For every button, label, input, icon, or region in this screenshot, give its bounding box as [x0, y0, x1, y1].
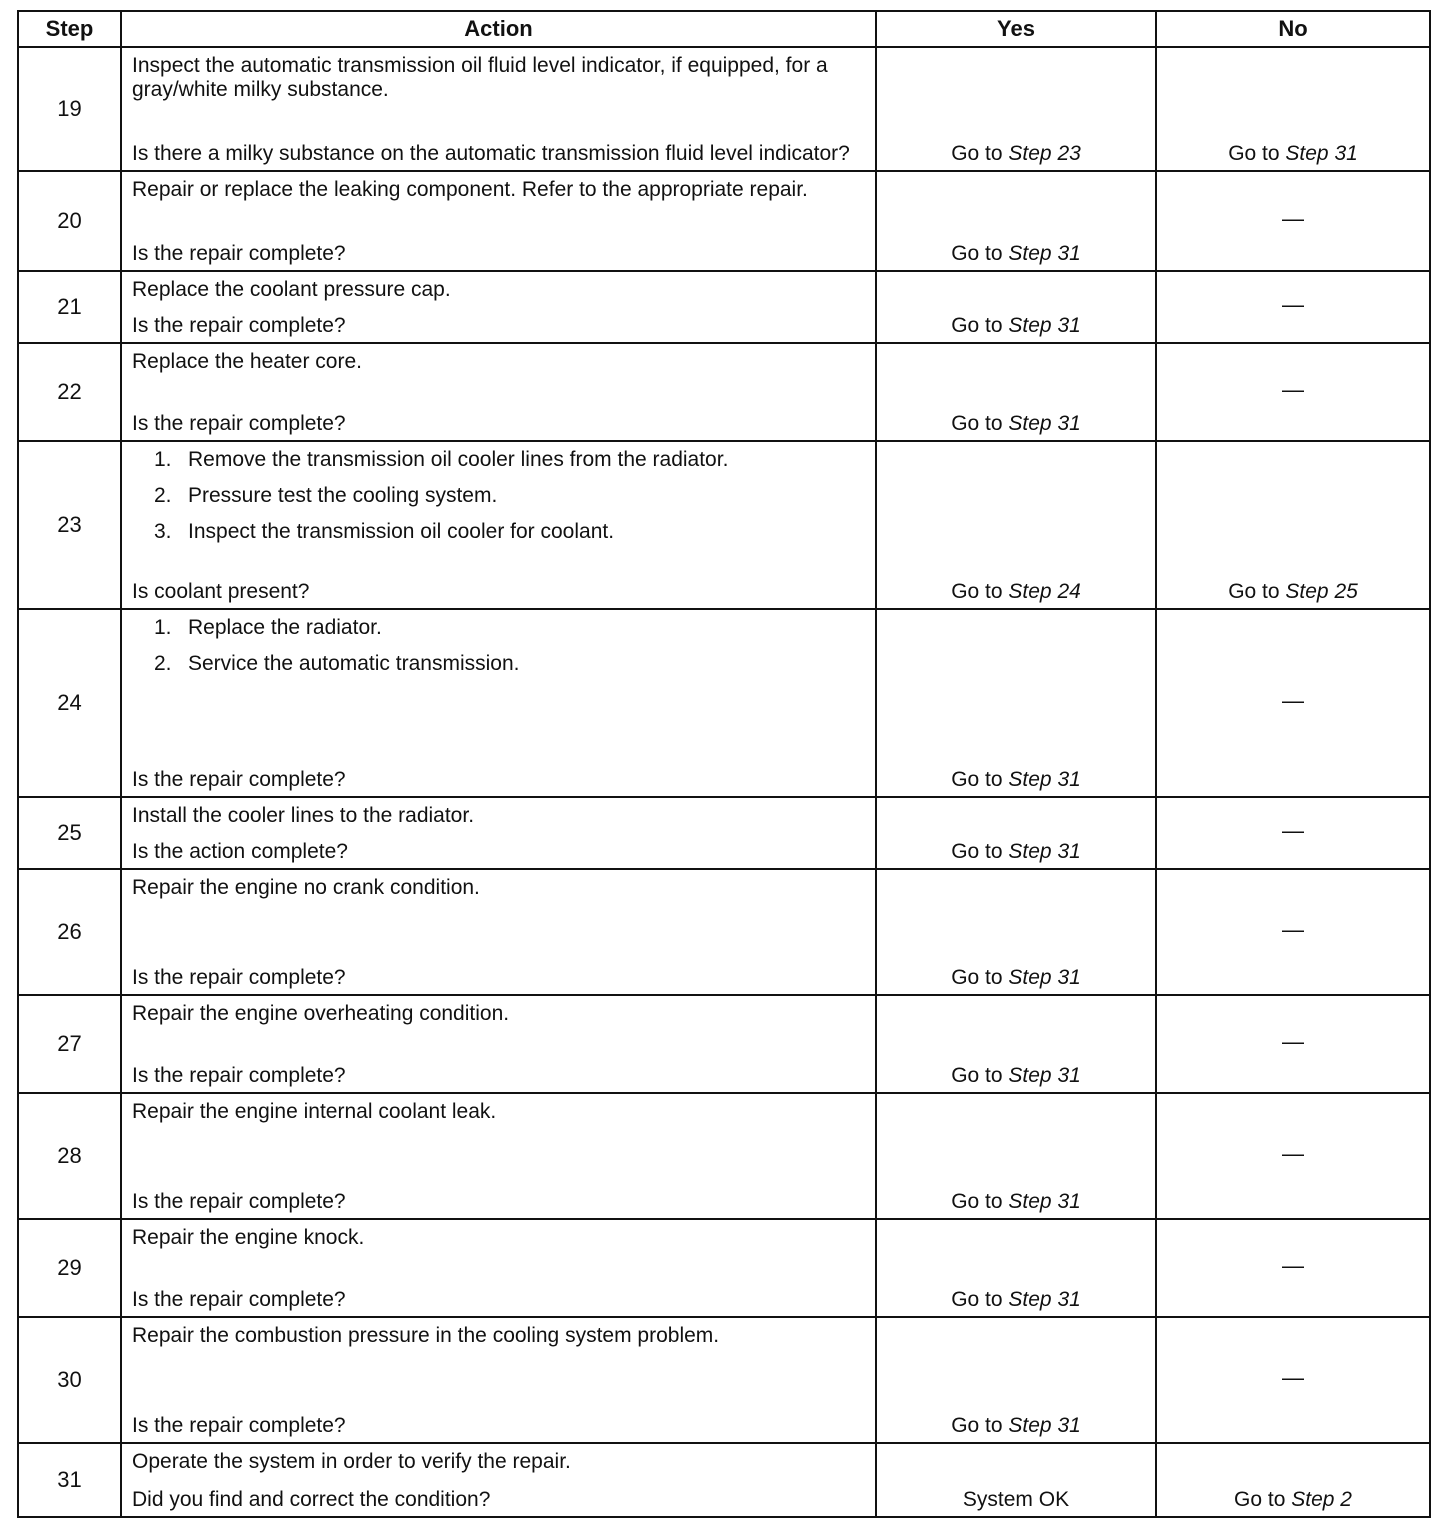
no-cell: [1156, 271, 1430, 343]
no-cell: [1156, 1093, 1430, 1219]
header-no: No: [1156, 11, 1430, 47]
step-number: 20: [18, 171, 121, 271]
header-step: Step: [18, 11, 121, 47]
action-question: Did you find and correct the condition?: [132, 1488, 491, 1511]
yes-cell: [876, 441, 1156, 609]
action-cell: [121, 441, 876, 609]
no-cell: [1156, 441, 1430, 609]
goto-label: Go to: [951, 1414, 1003, 1437]
action-list-item: [132, 484, 865, 508]
action-text: Operate the system in order to verify the repair.: [132, 1450, 571, 1473]
action-cell: [121, 869, 876, 995]
header-row: [18, 11, 1430, 47]
table-row: [18, 869, 1430, 995]
step-number: 28: [18, 1093, 121, 1219]
action-text: Inspect the automatic transmission oil fluid level indicator, if equipped, for a gray/white milky substance.: [132, 54, 828, 101]
table-row: [18, 1219, 1430, 1317]
yes-cell: [876, 1219, 1156, 1317]
list-item-number: 1.: [154, 616, 172, 639]
step-number: 29: [18, 1219, 121, 1317]
yes-cell: [876, 343, 1156, 441]
yes-cell: [876, 609, 1156, 797]
goto-step-link: Step 24: [1008, 580, 1081, 603]
step-number: 24: [18, 609, 121, 797]
step-number: 22: [18, 343, 121, 441]
action-list-item: [132, 652, 865, 676]
goto-label: Go to: [951, 242, 1003, 265]
table-row: [18, 271, 1430, 343]
no-cell: [1156, 609, 1430, 797]
goto-label: Go to: [951, 314, 1003, 337]
no-cell: [1156, 343, 1430, 441]
step-number: 25: [18, 797, 121, 869]
action-text: Replace the heater core.: [132, 350, 362, 373]
action-question: Is the repair complete?: [132, 412, 346, 435]
table-row: [18, 171, 1430, 271]
yes-cell: [876, 1317, 1156, 1443]
no-cell: [1156, 869, 1430, 995]
action-cell: [121, 1093, 876, 1219]
goto-label: Go to: [951, 840, 1003, 863]
goto-label: Go to: [951, 966, 1003, 989]
step-number: 19: [18, 47, 121, 171]
action-cell: [121, 171, 876, 271]
action-cell: [121, 1317, 876, 1443]
action-cell: [121, 343, 876, 441]
no-cell: [1156, 1443, 1430, 1517]
table-row: [18, 1443, 1430, 1517]
action-text: Repair the engine no crank condition.: [132, 876, 480, 899]
no-action-dash: —: [1282, 292, 1304, 317]
step-number: 23: [18, 441, 121, 609]
list-item-text: Pressure test the cooling system.: [188, 484, 498, 507]
no-action-dash: —: [1282, 917, 1304, 942]
yes-cell: [876, 171, 1156, 271]
action-cell: [121, 797, 876, 869]
table-body: [18, 47, 1430, 1517]
action-cell: [121, 47, 876, 171]
list-item-text: Replace the radiator.: [188, 616, 382, 639]
list-item-number: 2.: [154, 652, 172, 675]
diagnostic-table: [17, 10, 1431, 1518]
goto-step-link: Step 31: [1008, 768, 1081, 791]
action-text: Repair or replace the leaking component. Refer to the appropriate repair.: [132, 178, 808, 201]
table-row: [18, 995, 1430, 1093]
action-cell: [121, 271, 876, 343]
action-list-item: [132, 448, 865, 472]
goto-step-link: Step 31: [1008, 242, 1081, 265]
goto-step-link: Step 31: [1008, 966, 1081, 989]
step-number: 21: [18, 271, 121, 343]
no-action-dash: —: [1282, 377, 1304, 402]
yes-cell: [876, 1093, 1156, 1219]
goto-label: Go to: [951, 142, 1003, 165]
action-text: Repair the engine overheating condition.: [132, 1002, 510, 1025]
no-cell: [1156, 171, 1430, 271]
goto-step-link: Step 31: [1008, 1288, 1081, 1311]
goto-step-link: Step 23: [1008, 142, 1081, 165]
no-cell: [1156, 995, 1430, 1093]
action-text: Repair the combustion pressure in the cooling system problem.: [132, 1324, 720, 1347]
goto-step-link: Step 31: [1285, 142, 1358, 165]
action-text: Replace the coolant pressure cap.: [132, 278, 451, 301]
no-action-dash: —: [1282, 818, 1304, 843]
no-cell: [1156, 797, 1430, 869]
no-action-dash: —: [1282, 1365, 1304, 1390]
goto-step-link: Step 31: [1008, 1190, 1081, 1213]
action-cell: [121, 609, 876, 797]
goto-step-link: Step 31: [1008, 412, 1081, 435]
action-text: Install the cooler lines to the radiator.: [132, 804, 475, 827]
header-action: Action: [121, 11, 876, 47]
goto-label: Go to: [951, 580, 1003, 603]
table-row: [18, 1317, 1430, 1443]
table-row: [18, 797, 1430, 869]
action-question: Is the repair complete?: [132, 1414, 346, 1437]
table-row: [18, 47, 1430, 171]
action-question: Is the repair complete?: [132, 768, 346, 791]
step-number: 26: [18, 869, 121, 995]
list-item-number: 1.: [154, 448, 172, 471]
table-row: [18, 441, 1430, 609]
goto-step-link: Step 31: [1008, 840, 1081, 863]
goto-step-link: Step 25: [1285, 580, 1358, 603]
list-item-text: Service the automatic transmission.: [188, 652, 520, 675]
list-item-text: Remove the transmission oil cooler lines from the radiator.: [188, 448, 729, 471]
goto-step-link: Step 2: [1291, 1488, 1352, 1511]
goto-label: Go to: [951, 1064, 1003, 1087]
list-item-number: 3.: [154, 520, 172, 543]
goto-label: Go to: [1228, 142, 1280, 165]
yes-cell: [876, 47, 1156, 171]
table-row: [18, 1093, 1430, 1219]
goto-step-link: Step 31: [1008, 1064, 1081, 1087]
goto-label: Go to: [1234, 1488, 1286, 1511]
yes-cell: [876, 869, 1156, 995]
no-cell: [1156, 1219, 1430, 1317]
yes-cell: [876, 797, 1156, 869]
yes-cell: [876, 1443, 1156, 1517]
action-cell: [121, 1443, 876, 1517]
goto-step-link: Step 31: [1008, 314, 1081, 337]
goto-label: Go to: [951, 768, 1003, 791]
list-item-number: 2.: [154, 484, 172, 507]
action-cell: [121, 1219, 876, 1317]
step-number: 31: [18, 1443, 121, 1517]
header-yes: Yes: [876, 11, 1156, 47]
action-cell: [121, 995, 876, 1093]
action-question: Is the repair complete?: [132, 242, 346, 265]
no-cell: [1156, 47, 1430, 171]
yes-cell: [876, 271, 1156, 343]
table-row: [18, 343, 1430, 441]
goto-label: Go to: [951, 1190, 1003, 1213]
action-question: Is the repair complete?: [132, 314, 346, 337]
action-list-item: [132, 616, 865, 640]
no-action-dash: —: [1282, 1029, 1304, 1054]
action-question: Is the repair complete?: [132, 966, 346, 989]
action-text: Repair the engine knock.: [132, 1226, 365, 1249]
no-action-dash: —: [1282, 688, 1304, 713]
goto-label: Go to: [951, 1288, 1003, 1311]
no-action-dash: —: [1282, 1141, 1304, 1166]
result-text: System OK: [962, 1488, 1070, 1511]
action-question: Is coolant present?: [132, 580, 310, 603]
action-text: Repair the engine internal coolant leak.: [132, 1100, 497, 1123]
no-action-dash: —: [1282, 1253, 1304, 1278]
goto-label: Go to: [951, 412, 1003, 435]
goto-label: Go to: [1228, 580, 1280, 603]
step-number: 27: [18, 995, 121, 1093]
action-question: Is the repair complete?: [132, 1064, 346, 1087]
table-row: [18, 609, 1430, 797]
no-action-dash: —: [1282, 206, 1304, 231]
action-question: Is there a milky substance on the automatic transmission fluid level indicator?: [132, 142, 850, 165]
action-question: Is the repair complete?: [132, 1288, 346, 1311]
yes-cell: [876, 995, 1156, 1093]
step-number: 30: [18, 1317, 121, 1443]
action-list-item: [132, 520, 865, 544]
goto-step-link: Step 31: [1008, 1414, 1081, 1437]
no-cell: [1156, 1317, 1430, 1443]
action-question: Is the repair complete?: [132, 1190, 346, 1213]
list-item-text: Inspect the transmission oil cooler for coolant.: [188, 520, 615, 543]
action-question: Is the action complete?: [132, 840, 348, 863]
